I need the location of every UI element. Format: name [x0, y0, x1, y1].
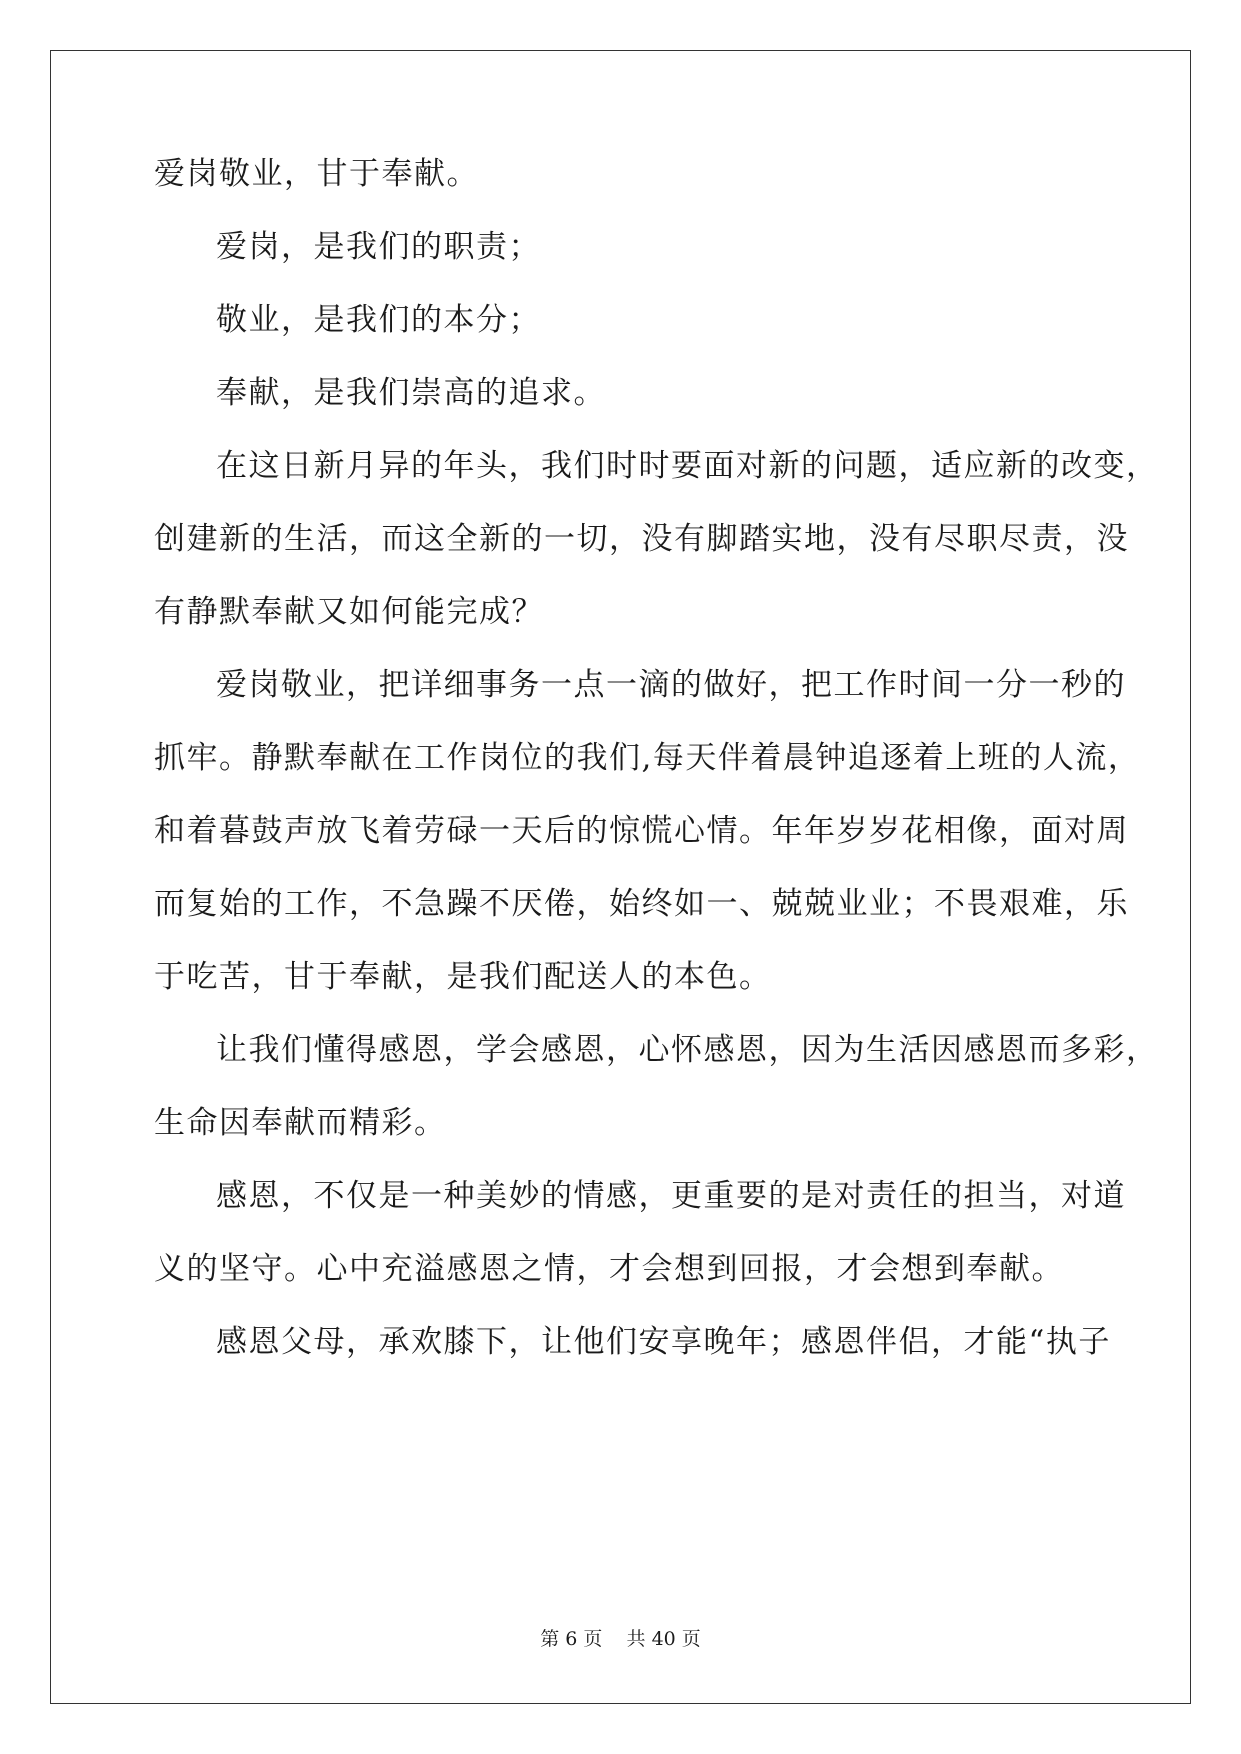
- text-line: 感恩，不仅是一种美妙的情感，更重要的是对责任的担当，对道: [216, 1178, 1126, 1214]
- text-line: 让我们懂得感恩，学会感恩，心怀感恩，因为生活因感恩而多彩，: [216, 1032, 1159, 1068]
- text-line: 有静默奉献又如何能完成？: [154, 594, 544, 630]
- text-line: 感恩父母，承欢膝下，让他们安享晚年；感恩伴侣，才能“执子: [216, 1324, 1111, 1360]
- text-line: 在这日新月异的年头，我们时时要面对新的问题，适应新的改变，: [216, 448, 1159, 484]
- text-line: 于吃苦，甘于奉献，是我们配送人的本色。: [154, 959, 772, 995]
- page-number-footer: 第 6 页 共 40 页: [540, 1628, 701, 1650]
- page-border: [50, 50, 1191, 1704]
- text-line: 而复始的工作，不急躁不厌倦，始终如一、兢兢业业；不畏艰难，乐: [154, 886, 1129, 922]
- text-line: 爱岗，是我们的职责；: [216, 229, 541, 265]
- text-line: 义的坚守。心中充溢感恩之情，才会想到回报，才会想到奉献。: [154, 1251, 1064, 1287]
- text-line: 抓牢。静默奉献在工作岗位的我们,每天伴着晨钟追逐着上班的人流，: [154, 740, 1141, 776]
- text-line: 奉献，是我们崇高的追求。: [216, 375, 606, 411]
- text-line: 和着暮鼓声放飞着劳碌一天后的惊慌心情。年年岁岁花相像，面对周: [154, 813, 1129, 849]
- text-line: 爱岗敬业，把详细事务一点一滴的做好，把工作时间一分一秒的: [216, 667, 1126, 703]
- text-line: 爱岗敬业，甘于奉献。: [154, 156, 479, 192]
- text-line: 创建新的生活，而这全新的一切，没有脚踏实地，没有尽职尽责，没: [154, 521, 1129, 557]
- text-line: 敬业，是我们的本分；: [216, 302, 541, 338]
- text-line: 生命因奉献而精彩。: [154, 1105, 447, 1141]
